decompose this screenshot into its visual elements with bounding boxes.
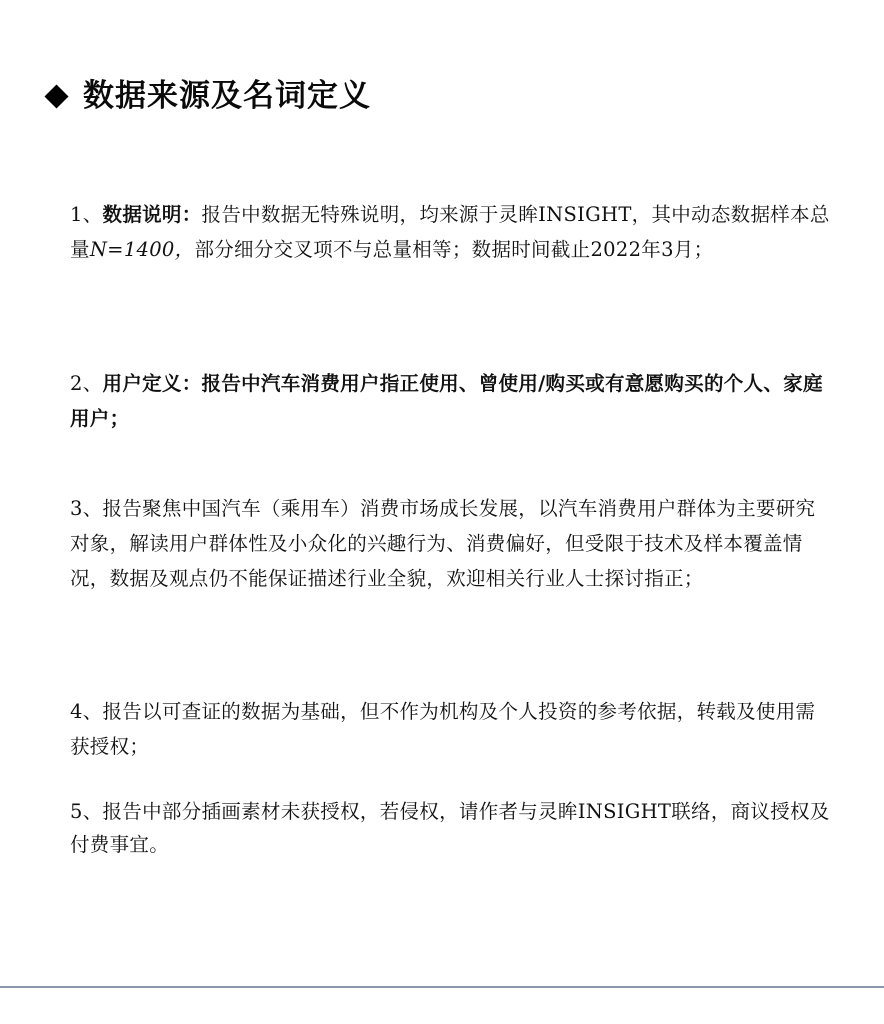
definition-item-1 [70,197,830,267]
item-label: 用户定义： [102,372,202,395]
diamond-bullet-icon [44,84,68,108]
section-heading [48,74,371,118]
definition-item-3: 3、报告聚焦中国汽车（乘用车）消费市场成长发展，以汽车消费用户群体为主要研究对象，解读用户群体性及小众化的兴趣行为、消费偏好，但受限于技术及样本覆盖情况，数据及观点仍不能保证描述行业全貌，欢迎相关行业人士探讨指正； [70,497,816,590]
item-number: 2、 [70,372,103,395]
definition-item-4: 4、报告以可查证的数据为基础，但不作为机构及个人投资的参考依据，转载及使用需获授权； [70,700,816,758]
item-number: 1、 [70,203,103,226]
page-title: 数据来源及名词定义 [83,78,371,114]
item-text: 报告中数据无特殊说明，均来源于灵眸INSIGHT，其中动态数据样本总量 [70,203,830,261]
item-text: 报告中汽车消费用户指正使用、曾使用/购买或有意愿购买的个人、家庭用户； [70,372,823,430]
sample-size: N=1400， [89,238,195,261]
definition-item-2 [70,366,830,436]
item-text-continued: 部分细分交叉项不与总量相等；数据时间截止2022年3月； [194,238,714,261]
bottom-divider [0,986,884,988]
item-label: 数据说明： [102,203,202,226]
definition-item-5: 5、报告中部分插画素材未获授权，若侵权，请作者与灵眸INSIGHT联络，商议授权及付费事宜。 [70,800,830,856]
